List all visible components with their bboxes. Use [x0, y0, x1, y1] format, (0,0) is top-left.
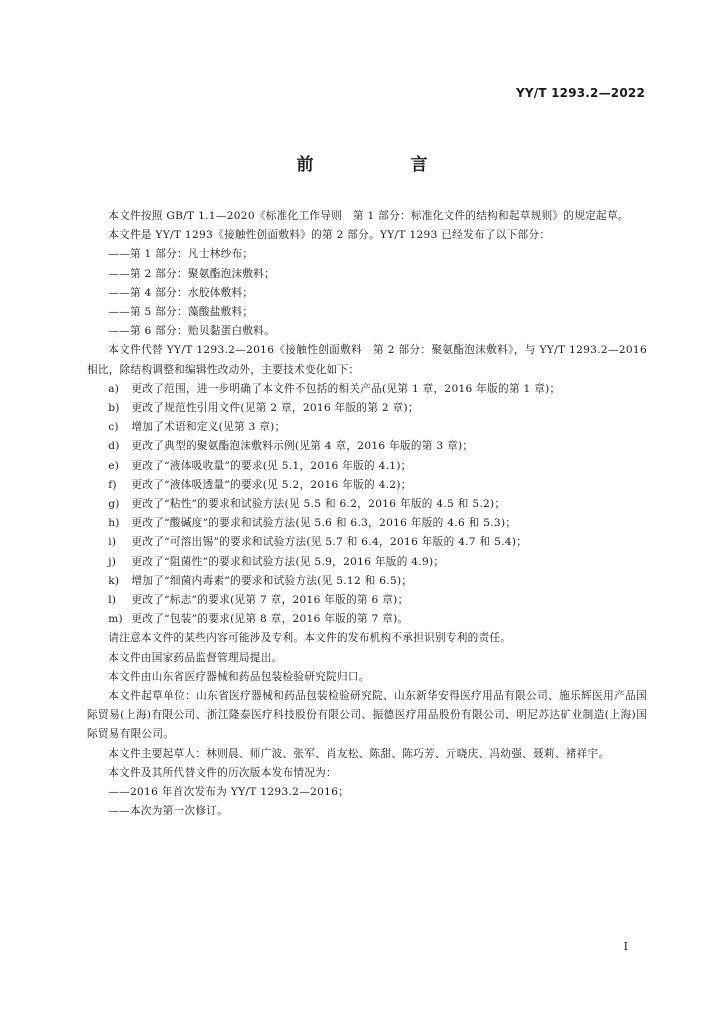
list-item	[87, 495, 647, 514]
history-list	[87, 783, 647, 821]
list-item: ——本次为第一次修订。	[108, 805, 229, 818]
paragraph-drafting-units: 本文件起草单位：山东省医疗器械和药品包装检验研究院、山东新华安得医疗用品有限公司、施乐辉医用产品国际贸易(上海)有限公司、浙江隆泰医疗科技股份有限公司、振德医疗用品股份有限公司、明尼苏达矿业制造(上海)国际贸易有限公司。	[87, 690, 647, 741]
paragraph-patent-notice: 请注意本文件的某些内容可能涉及专利。本文件的发布机构不承担识别专利的责任。	[108, 632, 512, 645]
item-label: j)	[108, 555, 117, 568]
list-item: ——第 2 部分：聚氨酯泡沫敷料；	[108, 267, 276, 280]
item-text: 更改了“包装”的要求(见第 8 章，2016 年版的第 7 章)。	[131, 613, 409, 626]
item-text: 更改了“可溶出锡”的要求和试验方法(见 5.7 和 6.4，2016 年版的 4.7 和 5.4)；	[131, 536, 528, 549]
list-item	[87, 572, 647, 591]
list-item	[87, 514, 647, 533]
paragraph-replacement: 本文件代替 YY/T 1293.2—2016《接触性创面敷料 第 2 部分：聚氨酯泡沫敷料》，与 YY/T 1293.2—2016 相比，除结构调整和编辑性改动外，主要技术变化如下：	[87, 344, 647, 376]
paragraph-proposer: 本文件由国家药品监督管理局提出。	[108, 651, 283, 664]
item-label: m)	[108, 613, 123, 626]
list-item	[87, 457, 647, 476]
item-label: b)	[108, 402, 120, 415]
item-label: e)	[108, 459, 120, 472]
item-label: i)	[108, 536, 117, 549]
item-text: 更改了“液体吸透量”的要求(见 5.2，2016 年版的 4.2)；	[131, 478, 412, 491]
item-text: 更改了“粘性”的要求和试验方法(见 5.5 和 6.2，2016 年版的 4.5 和 5.2)；	[131, 498, 506, 511]
list-item	[87, 591, 647, 610]
item-text: 更改了“酸碱度”的要求和试验方法(见 5.6 和 6.3，2016 年版的 4.6 和 5.3)；	[131, 517, 517, 530]
list-item	[87, 418, 647, 437]
document-code: YY/T 1293.2—2022	[515, 86, 645, 100]
list-item: ——第 6 部分：贻贝黏蛋白敷料。	[108, 325, 276, 338]
item-label: f)	[108, 478, 117, 491]
page-number: I	[623, 940, 628, 953]
list-item	[87, 437, 647, 456]
foreword-body	[87, 207, 647, 822]
item-label: h)	[108, 517, 120, 530]
item-text: 更改了“阻菌性”的要求和试验方法(见 5.9，2016 年版的 4.9)；	[131, 555, 445, 568]
list-item: ——2016 年首次发布为 YY/T 1293.2—2016；	[108, 786, 350, 799]
item-label: l)	[108, 594, 117, 607]
item-text: 增加了“细菌内毒素”的要求和试验方法(见 5.12 和 6.5)；	[131, 574, 413, 587]
item-text: 增加了术语和定义(见第 3 章)；	[131, 421, 286, 434]
paragraph-responsible-unit: 本文件由山东省医疗器械和药品包装检验研究院归口。	[108, 670, 370, 683]
item-label: g)	[108, 498, 120, 511]
list-item	[87, 476, 647, 495]
item-label: a)	[108, 382, 120, 395]
item-text: 更改了典型的聚氨酯泡沫敷料示例(见第 4 章，2016 年版的第 3 章)；	[131, 440, 474, 453]
list-item: ——第 1 部分：凡士林纱布；	[108, 248, 254, 261]
item-label: c)	[108, 421, 119, 434]
list-item	[87, 610, 647, 629]
paragraph-drafters: 本文件主要起草人：林则晨、师广波、张军、肖友松、陈甜、陈巧芳、亓晓庆、冯幼强、聂莉、褚祥宇。	[108, 747, 610, 760]
paragraph-series-intro: 本文件是 YY/T 1293《接触性创面敷料》的第 2 部分。YY/T 1293 已经发布了以下部分：	[108, 229, 551, 242]
changes-list	[87, 380, 647, 630]
list-item: ——第 5 部分：藻酸盐敷料；	[108, 306, 254, 319]
list-item	[87, 380, 647, 399]
list-item	[87, 533, 647, 552]
item-text: 更改了“液体吸收量”的要求(见 5.1，2016 年版的 4.1)；	[131, 459, 412, 472]
list-item: ——第 4 部分：水胶体敷料；	[108, 286, 254, 299]
item-text: 更改了“标志”的要求(见第 7 章，2016 年版的第 6 章)；	[131, 594, 409, 607]
item-text: 更改了范围，进一步明确了本文件不包括的相关产品(见第 1 章，2016 年版的第 1 章)；	[131, 382, 561, 395]
list-item	[87, 553, 647, 572]
list-item	[87, 399, 647, 418]
parts-list	[87, 245, 647, 341]
item-label: d)	[108, 440, 120, 453]
item-label: k)	[108, 574, 120, 587]
page-title: 前 言	[296, 155, 468, 175]
paragraph-history-intro: 本文件及其所代替文件的历次版本发布情况为：	[108, 766, 337, 779]
item-text: 更改了规范性引用文件(见第 2 章，2016 年版的第 2 章)；	[131, 402, 419, 415]
paragraph-drafting-rules: 本文件按照 GB/T 1.1—2020《标准化工作导则 第 1 部分：标准化文件的结构和起草规则》的规定起草。	[108, 210, 629, 222]
